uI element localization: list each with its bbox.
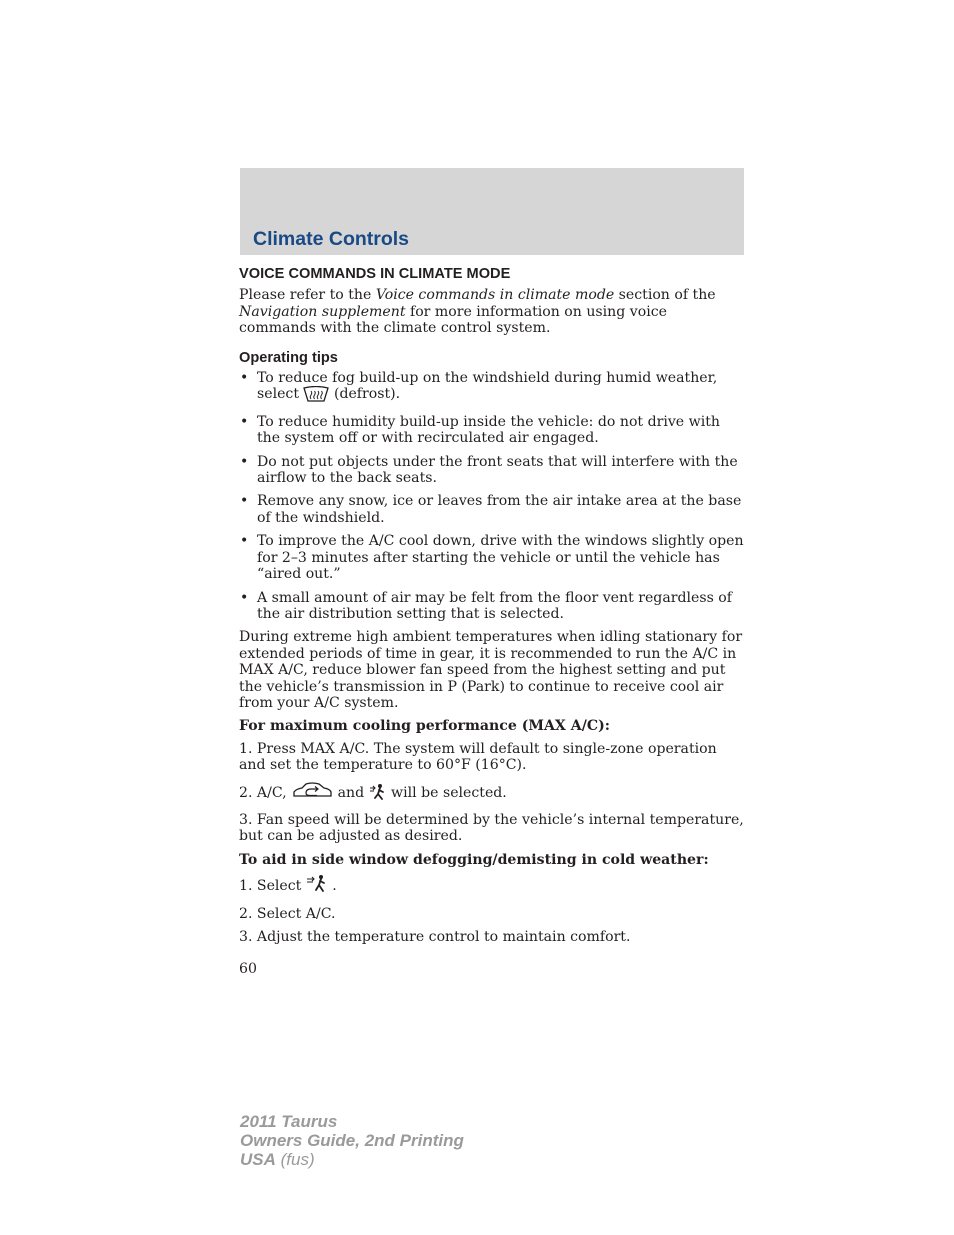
footer-guide: Owners Guide, 2nd Printing <box>240 1131 464 1150</box>
max-cooling-heading: For maximum cooling performance (MAX A/C): <box>239 718 610 735</box>
panel-airflow-icon <box>369 783 387 805</box>
max-cooling-step-2: 2. A/C, and will be selected. <box>239 781 745 805</box>
chapter-title: Climate Controls <box>253 228 410 250</box>
defog-heading: To aid in side window defogging/demisting in cold weather: <box>239 851 709 868</box>
tips-heading: Operating tips <box>239 349 338 366</box>
extreme-temperature-paragraph: During extreme high ambient temperatures when idling stationary for extended periods of time in gear, it is recommended to run the A/C in MAX A/C, reduce blower fan speed from the highest setting and put the vehicle’s transmission in P (Park) to continue to receive cool air from your A/C system. <box>239 629 743 711</box>
footer-market: USA (fus) <box>240 1150 315 1169</box>
recirculation-icon <box>291 781 333 805</box>
section-heading: VOICE COMMANDS IN CLIMATE MODE <box>239 266 511 282</box>
footer-model: 2011 Taurus <box>240 1112 338 1131</box>
intro-reference-supplement: Navigation supplement <box>239 303 406 320</box>
page-content <box>239 266 745 952</box>
document-footer <box>240 1112 464 1169</box>
tips-list <box>239 370 745 622</box>
intro-paragraph: Please refer to the Voice commands in climate mode section of the Navigation supplement for more information on using voice commands with the climate control system. <box>239 287 716 337</box>
list-item: • Remove any snow, ice or leaves from the air intake area at the base of the windshield. <box>240 493 742 526</box>
windshield-defrost-icon <box>303 386 329 406</box>
max-cooling-step-1: 1. Press MAX A/C. The system will default to single-zone operation and set the temperature to 60°F (16°C). <box>239 740 717 774</box>
defog-step-2: 2. Select A/C. <box>239 905 336 922</box>
list-item: • To reduce humidity build-up inside the vehicle: do not drive with the system off or with recirculated air engaged. <box>240 413 720 447</box>
list-item: • A small amount of air may be felt from the floor vent regardless of the air distribution setting that is selected. <box>240 589 732 622</box>
defog-step-3: 3. Adjust the temperature control to maintain comfort. <box>239 929 631 945</box>
max-cooling-step-3: 3. Fan speed will be determined by the vehicle’s internal temperature, but can be adjusted as desired. <box>239 811 744 845</box>
list-item: • To reduce fog build-up on the windshield during humid weather, select (defrost). <box>239 370 745 407</box>
intro-reference-voice: Voice commands in climate mode <box>375 287 615 304</box>
page-number: 60 <box>239 961 257 977</box>
list-item: • Do not put objects under the front seats that will interfere with the airflow to the back seats. <box>240 453 738 487</box>
defog-step-1: 1. Select . <box>239 874 745 898</box>
list-item: • To improve the A/C cool down, drive with the windows slightly open for 2–3 minutes after starting the vehicle or until the vehicle has “aired out.” <box>240 533 744 583</box>
panel-airflow-icon <box>306 874 328 898</box>
